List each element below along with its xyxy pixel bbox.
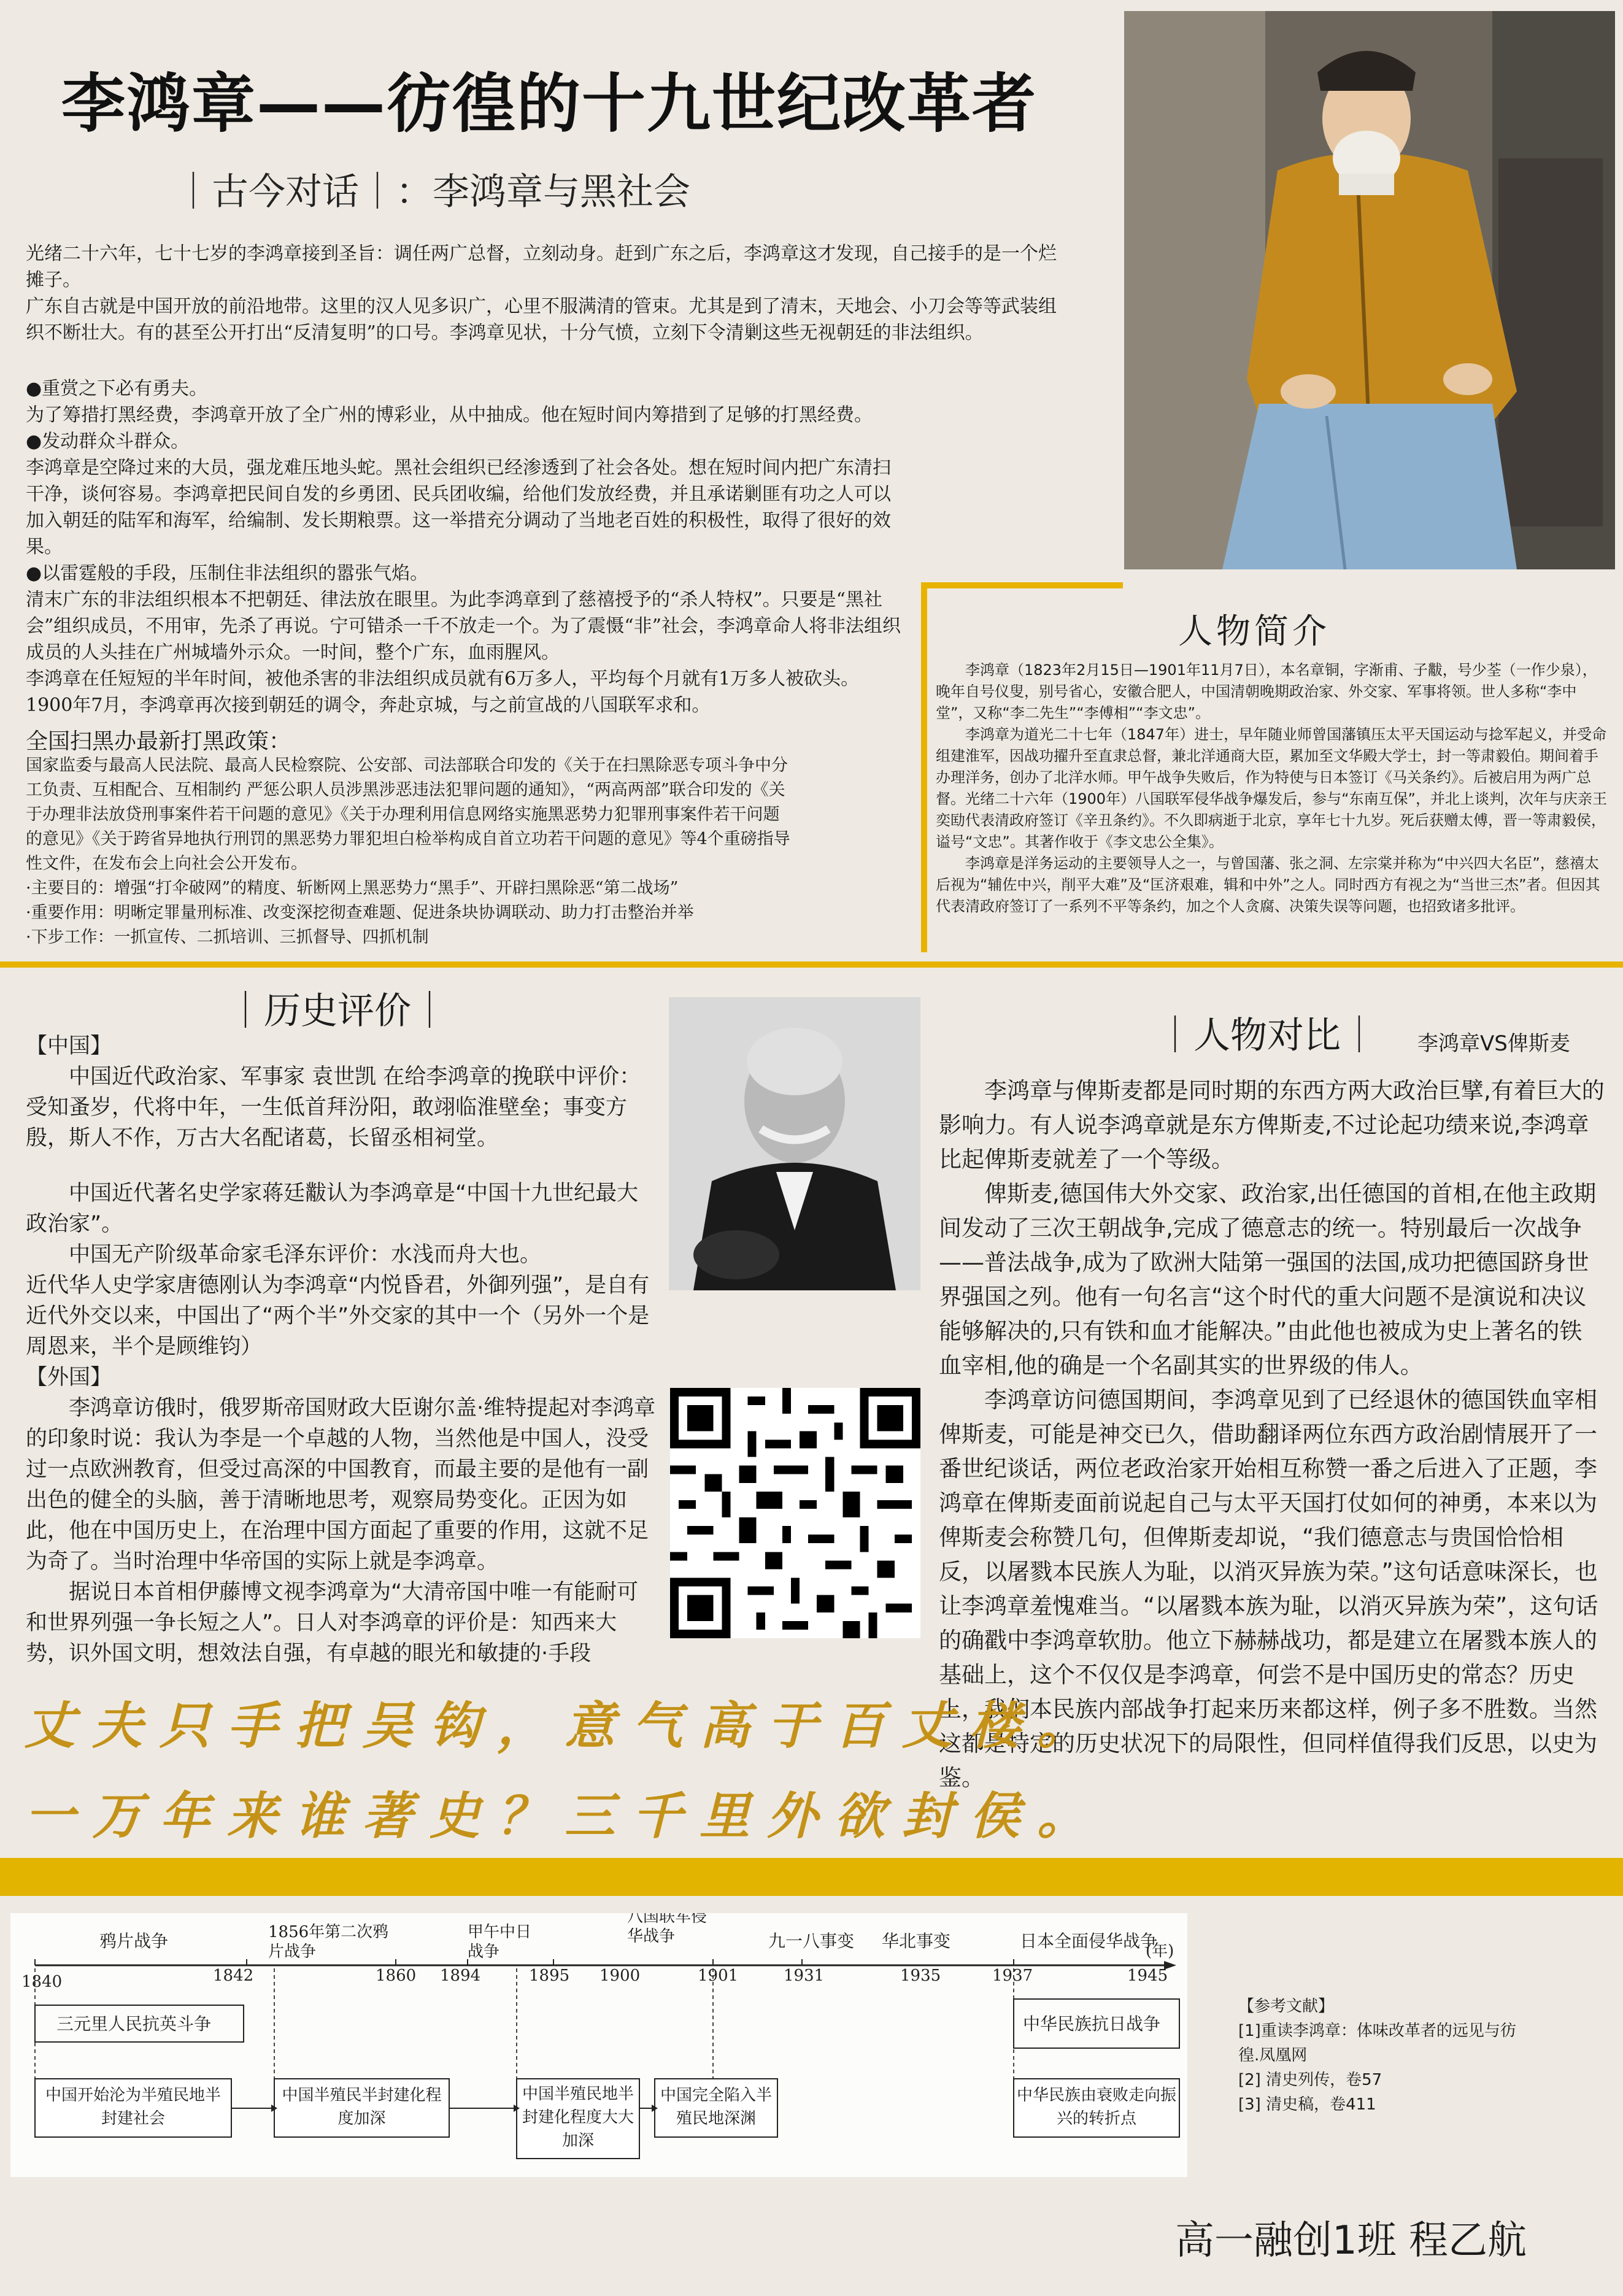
profile-paragraph: 李鸿章（1823年2月15日—1901年11月7日），本名章铜，字渐甫、子黻，号少荃（一作少泉），晚年自号仪叟，别号省心，安徽合肥人，中国清朝晚期政治家、外交家、军事将领。世人多称“李中堂”，又称“李二先生”“李傅相”“李文忠”。 (936, 661, 1597, 722)
history-heading: ｜历史评价｜ (227, 990, 448, 1033)
section-divider (920, 961, 1623, 968)
timeline-stage: 中国完全陷入半殖民地深渊 (660, 2086, 772, 2128)
dialogue-body (26, 241, 1057, 346)
history-paragraph: 据说日本首相伊藤博文视李鸿章为“大清帝国中唯一有能耐可和世界列强一争长短之人”。日人对李鸿章的评价是：知西来大势，识外国文明，想效法自强，有卓越的眼光和敏捷的·手段 (26, 1580, 639, 1666)
policy-line: ·主要目的：增强“打伞破网”的精度、斩断网上黑恶势力“黑手”、开辟扫黑除恶“第二战场” (26, 879, 679, 898)
history-paragraph: 李鸿章访俄时，俄罗斯帝国财政大臣谢尔盖·维特提起对李鸿章的印象时说：我认为李是一个卓越的人物，当然他是中国人，没受过一点欧洲教育，但受过高深的中国教育，而最主要的是他有一副出色的健全的头脑，善于清晰地思考，观察局势变化。正因为如此，他在中国历史上，在治理中国方面起了重要的作用，这就不足为奇了。当时治理中华帝国的实际上就是李鸿章。 (26, 1396, 656, 1574)
timeline-event: 九一八事变 (768, 1931, 855, 1951)
dialogue-paragraph: 为了筹措打黑经费，李鸿章开放了全广州的博彩业，从中抽成。他在短时间内筹措到了足够的打黑经费。 (26, 404, 873, 426)
timeline-stage: 中国半殖民地半封建化程度大大加深 (522, 2085, 634, 2150)
comparison-heading: ｜人物对比｜ (1157, 1014, 1378, 1057)
timeline-event: 八国联军侵华战争 (627, 1913, 707, 1946)
comparison-paragraph: 李鸿章与俾斯麦都是同时期的东西方两大政治巨擘,有着巨大的影响力。有人说李鸿章就是东方俾斯麦,不过论起功绩来说,李鸿章比起俾斯麦就差了一个等级。 (939, 1077, 1605, 1173)
timeline-stage: 中国半殖民半封建化程度加深 (282, 2086, 442, 2128)
qr-code[interactable] (670, 1388, 920, 1638)
timeline-stage: 中国开始沦为半殖民地半封建社会 (45, 2086, 221, 2128)
dialogue-paragraph: 广东自古就是中国开放的前沿地带。这里的汉人见多识广，心里不服满清的管束。尤其是到了清末，天地会、小刀会等等武装组织不断壮大。有的甚至公开打出“反清复明”的口号。李鸿章见状，十分气愤，立刻下令清剿这些无视朝廷的非法组织。 (26, 296, 1057, 344)
timeline-year: 1931 (784, 1967, 825, 1985)
timeline-year: 1935 (900, 1967, 941, 1985)
history-paragraph: 中国无产阶级革命家毛泽东评价：水浅而舟大也。 (69, 1242, 542, 1267)
references-heading: 【参考文献】 (1238, 1997, 1335, 2016)
bottom-band (0, 1858, 1623, 1896)
profile-heading: 人物简介 (1178, 612, 1330, 652)
profile-body (936, 660, 1611, 917)
dialogue-body-2 (26, 376, 903, 718)
timeline-year: 1840 (21, 1973, 63, 1991)
comparison-paragraph: 俾斯麦,德国伟大外交家、政治家,出任德国的首相,在他主政期间发动了三次王朝战争,完成了德意志的统一。特别最后一次战争——普法战争,成为了欧洲大陆第一强国的法国,成功把德国跻身世界强国之列。他有一句名言“这个时代的重大问题不是演说和决议能够解决的,只有铁和血才能解决。”由此他也被成为史上著名的铁血宰相,他的确是一个名副其实的世界级的伟人。 (939, 1181, 1597, 1379)
dialogue-bullet: ●重赏之下必有勇夫。 (26, 378, 208, 399)
timeline-event: 鸦片战争 (99, 1931, 169, 1951)
profile-paragraph: 李鸿章是洋务运动的主要领导人之一，与曾国藩、张之洞、左宗棠并称为“中兴四大名臣”，慈禧太后视为“辅佐中兴，削平大难”及“匡济艰难，辑和中外”之人。同时西方有视之为“当世三杰”者。但因其代表清政府签订了一系列不平等条约，加之个人贪腐、决策失误等问题，也招致诸多批评。 (936, 855, 1600, 915)
timeline-panel (10, 1913, 1187, 2177)
reference-item: [1]重读李鸿章：体味改革者的远见与彷徨.凤凰网 (1238, 2022, 1516, 2065)
poem-line-2: 一万年来谁著史？三千里外欲封侯。 (25, 1787, 1104, 1846)
policy-line: ·下步工作：一抓宣传、二抓培训、三抓督导、四抓机制 (26, 928, 429, 947)
dialogue-paragraph: 李鸿章是空降过来的大员，强龙难压地头蛇。黑社会组织已经渗透到了社会各处。想在短时间内把广东清扫干净，谈何容易。李鸿章把民间自发的乡勇团、民兵团收编，给他们发放经费，并且承诺剿匪有功之人可以加入朝廷的陆军和海军，给编制、发长期粮票。这一举措充分调动了当地老百姓的积极性，取得了很好的效果。 (26, 457, 891, 558)
reference-item: [3] 清史稿，卷411 (1238, 2095, 1376, 2114)
timeline-year: 1900 (599, 1967, 641, 1985)
timeline-event: 华北事变 (882, 1931, 951, 1951)
timeline-year: 1894 (440, 1967, 481, 1985)
bismarck-photo (669, 997, 920, 1290)
li-hongzhang-photo (1124, 11, 1615, 569)
dialogue-paragraph: 光绪二十六年，七十七岁的李鸿章接到圣旨：调任两广总督，立刻动身。赶到广东之后，李鸿章这才发现，自己接手的是一个烂摊子。 (26, 243, 1057, 291)
policy-line: 国家监委与最高人民法院、最高人民检察院、公安部、司法部联合印发的《关于在扫黑除恶专项斗争中分工负责、互相配合、互相制约 严惩公职人员涉黑涉恶违法犯罪问题的通知》，“两高两部”联合印发的《关于办理非法放贷刑事案件若干问题的意见》《关于办理利用信息网络实施黑恶势力犯罪刑事案件若干问题的意见》《关于跨省异地执行刑罚的黑恶势力罪犯坦白检举构成自首立功若干问题的意见》等4个重磅指导性文件，在发布会上向社会公开发布。 (26, 756, 790, 873)
china-label: 【中国】 (26, 1034, 112, 1058)
timeline-note: 三元里人民抗英斗争 (56, 2014, 212, 2034)
reference-item: [2] 清史列传，卷57 (1238, 2071, 1382, 2089)
profile-paragraph: 李鸿章为道光二十七年（1847年）进士，早年随业师曾国藩镇压太平天国运动与捻军起义，并受命组建淮军，因战功擢升至直隶总督，兼北洋通商大臣，累加至文华殿大学士，封一等肃毅伯。期间着手办理洋务，创办了北洋水师。甲午战争失败后，作为特使与日本签订《马关条约》。后被启用为两广总督。光绪二十六年（1900年）八国联军侵华战争爆发后，参与“东南互保”，并北上谈判，次年与庆亲王奕劻代表清政府签订《辛丑条约》。不久即病逝于北京，享年七十九岁。死后获赠太傅，晋一等肃毅侯，谥号“文忠”。其著作收于《李文忠公全集》。 (936, 726, 1607, 850)
history-paragraph: 近代华人史学家唐德刚认为李鸿章“内悦昏君，外御列强”，是自有近代外交以来，中国出了“两个半”外交家的其中一个（另外一个是周恩来，半个是顾维钧） (26, 1273, 650, 1359)
timeline-unit: (年) (1146, 1942, 1174, 1960)
policy-body (26, 753, 793, 950)
policy-line: ·重要作用：明晰定罪量刑标准、改变深挖彻查难题、促进条块协调联动、助力打击整治并举 (26, 903, 694, 922)
history-paragraph: 中国近代政治家、军事家 袁世凯 在给李鸿章的挽联中评价：受知蚤岁，代将中年，一生低首拜汾阳，敢翊临淮壁垒；事变方殷，斯人不作，万古大名配诸葛，长留丞相祠堂。 (26, 1065, 641, 1150)
timeline-year: 1945 (1127, 1967, 1168, 1985)
dialogue-bullet: ●以雷霆般的手段，压制住非法组织的嚣张气焰。 (26, 563, 429, 584)
timeline-note: 中华民族抗日战争 (1023, 2014, 1161, 2034)
timeline-year: 1895 (529, 1967, 570, 1985)
section-divider (0, 961, 927, 968)
poem-line-1: 丈夫只手把吴钩，意气高于百丈楼。 (25, 1697, 1104, 1755)
timeline-event: 1856年第二次鸦片战争 (268, 1923, 389, 1961)
dialogue-paragraph: 1900年7月，李鸿章再次接到朝廷的调令，奔赴京城，与之前宣战的八国联军求和。 (26, 695, 711, 716)
history-paragraph: 中国近代著名史学家蒋廷黻认为李鸿章是“中国十九世纪最大政治家”。 (26, 1181, 639, 1236)
page-title: 李鸿章——彷徨的十九世纪改革者 (61, 66, 1038, 141)
timeline-year: 1937 (992, 1967, 1033, 1985)
timeline-stage: 中华民族由衰败走向振兴的转折点 (1017, 2086, 1176, 2128)
timeline-year: 1842 (213, 1967, 254, 1985)
comparison-paragraph: 李鸿章访问德国期间，李鸿章见到了已经退休的德国铁血宰相俾斯麦，可能是神交已久，借助翻译两位东西方政治剧情展开了一番世纪谈话，两位老政治家开始相互称赞一番之后进入了正题，李鸿章在俾斯麦面前说起自己与太平天国打仗如何的神勇，本来以为俾斯麦会称赞几句，但俾斯麦却说，“我们德意志与贵国恰恰相反，以屠戮本民族人为耻，以消灭异族为荣。”这句话意味深长，也让李鸿章羞愧难当。“以屠戮本族为耻，以消灭异族为荣”，这句话的确戳中李鸿章软肋。他立下赫赫战功，都是建立在屠戮本族人的基础上，这个不仅仅是李鸿章，何尝不是中国历史的常态？历史上，我们本民族内部战争打起来历来都这样，例子多不胜数。当然这都是特定的历史状况下的局限性，但同样值得我们反思，以史为鉴。 (939, 1387, 1598, 1791)
timeline-year: 1901 (698, 1967, 739, 1985)
dialogue-paragraph: 李鸿章在任短短的半年时间，被他杀害的非法组织成员就有6万多人，平均每个月就有1万多人被砍头。 (26, 668, 860, 690)
comparison-subheading: 李鸿章VS俾斯麦 (1417, 1031, 1570, 1056)
references (1238, 1994, 1521, 2117)
policy-heading: 全国扫黑办最新打黑政策： (26, 729, 291, 754)
foreign-label: 【外国】 (26, 1365, 112, 1390)
dialogue-paragraph: 清末广东的非法组织根本不把朝廷、律法放在眼里。为此李鸿章到了慈禧授予的“杀人特权”。只要是“黑社会”组织成员，不用审，先杀了再说。宁可错杀一千不放走一个。为了震慑“非”社会，李鸿章命人将非法组织成员的人头挂在广州城墙外示众。一时间，整个广东，血雨腥风。 (26, 589, 901, 663)
timeline-year: 1860 (376, 1967, 417, 1985)
dialogue-bullet: ●发动群众斗群众。 (26, 431, 190, 452)
dialogue-heading: ｜古今对话｜：李鸿章与黑社会 (175, 171, 690, 214)
timeline-event: 日本全面侵华战争 (1020, 1931, 1158, 1951)
timeline-event: 甲午中日战争 (468, 1923, 532, 1961)
author-credit: 高一融创1班 程乙航 (1175, 2218, 1527, 2263)
history-china (26, 1031, 658, 1669)
